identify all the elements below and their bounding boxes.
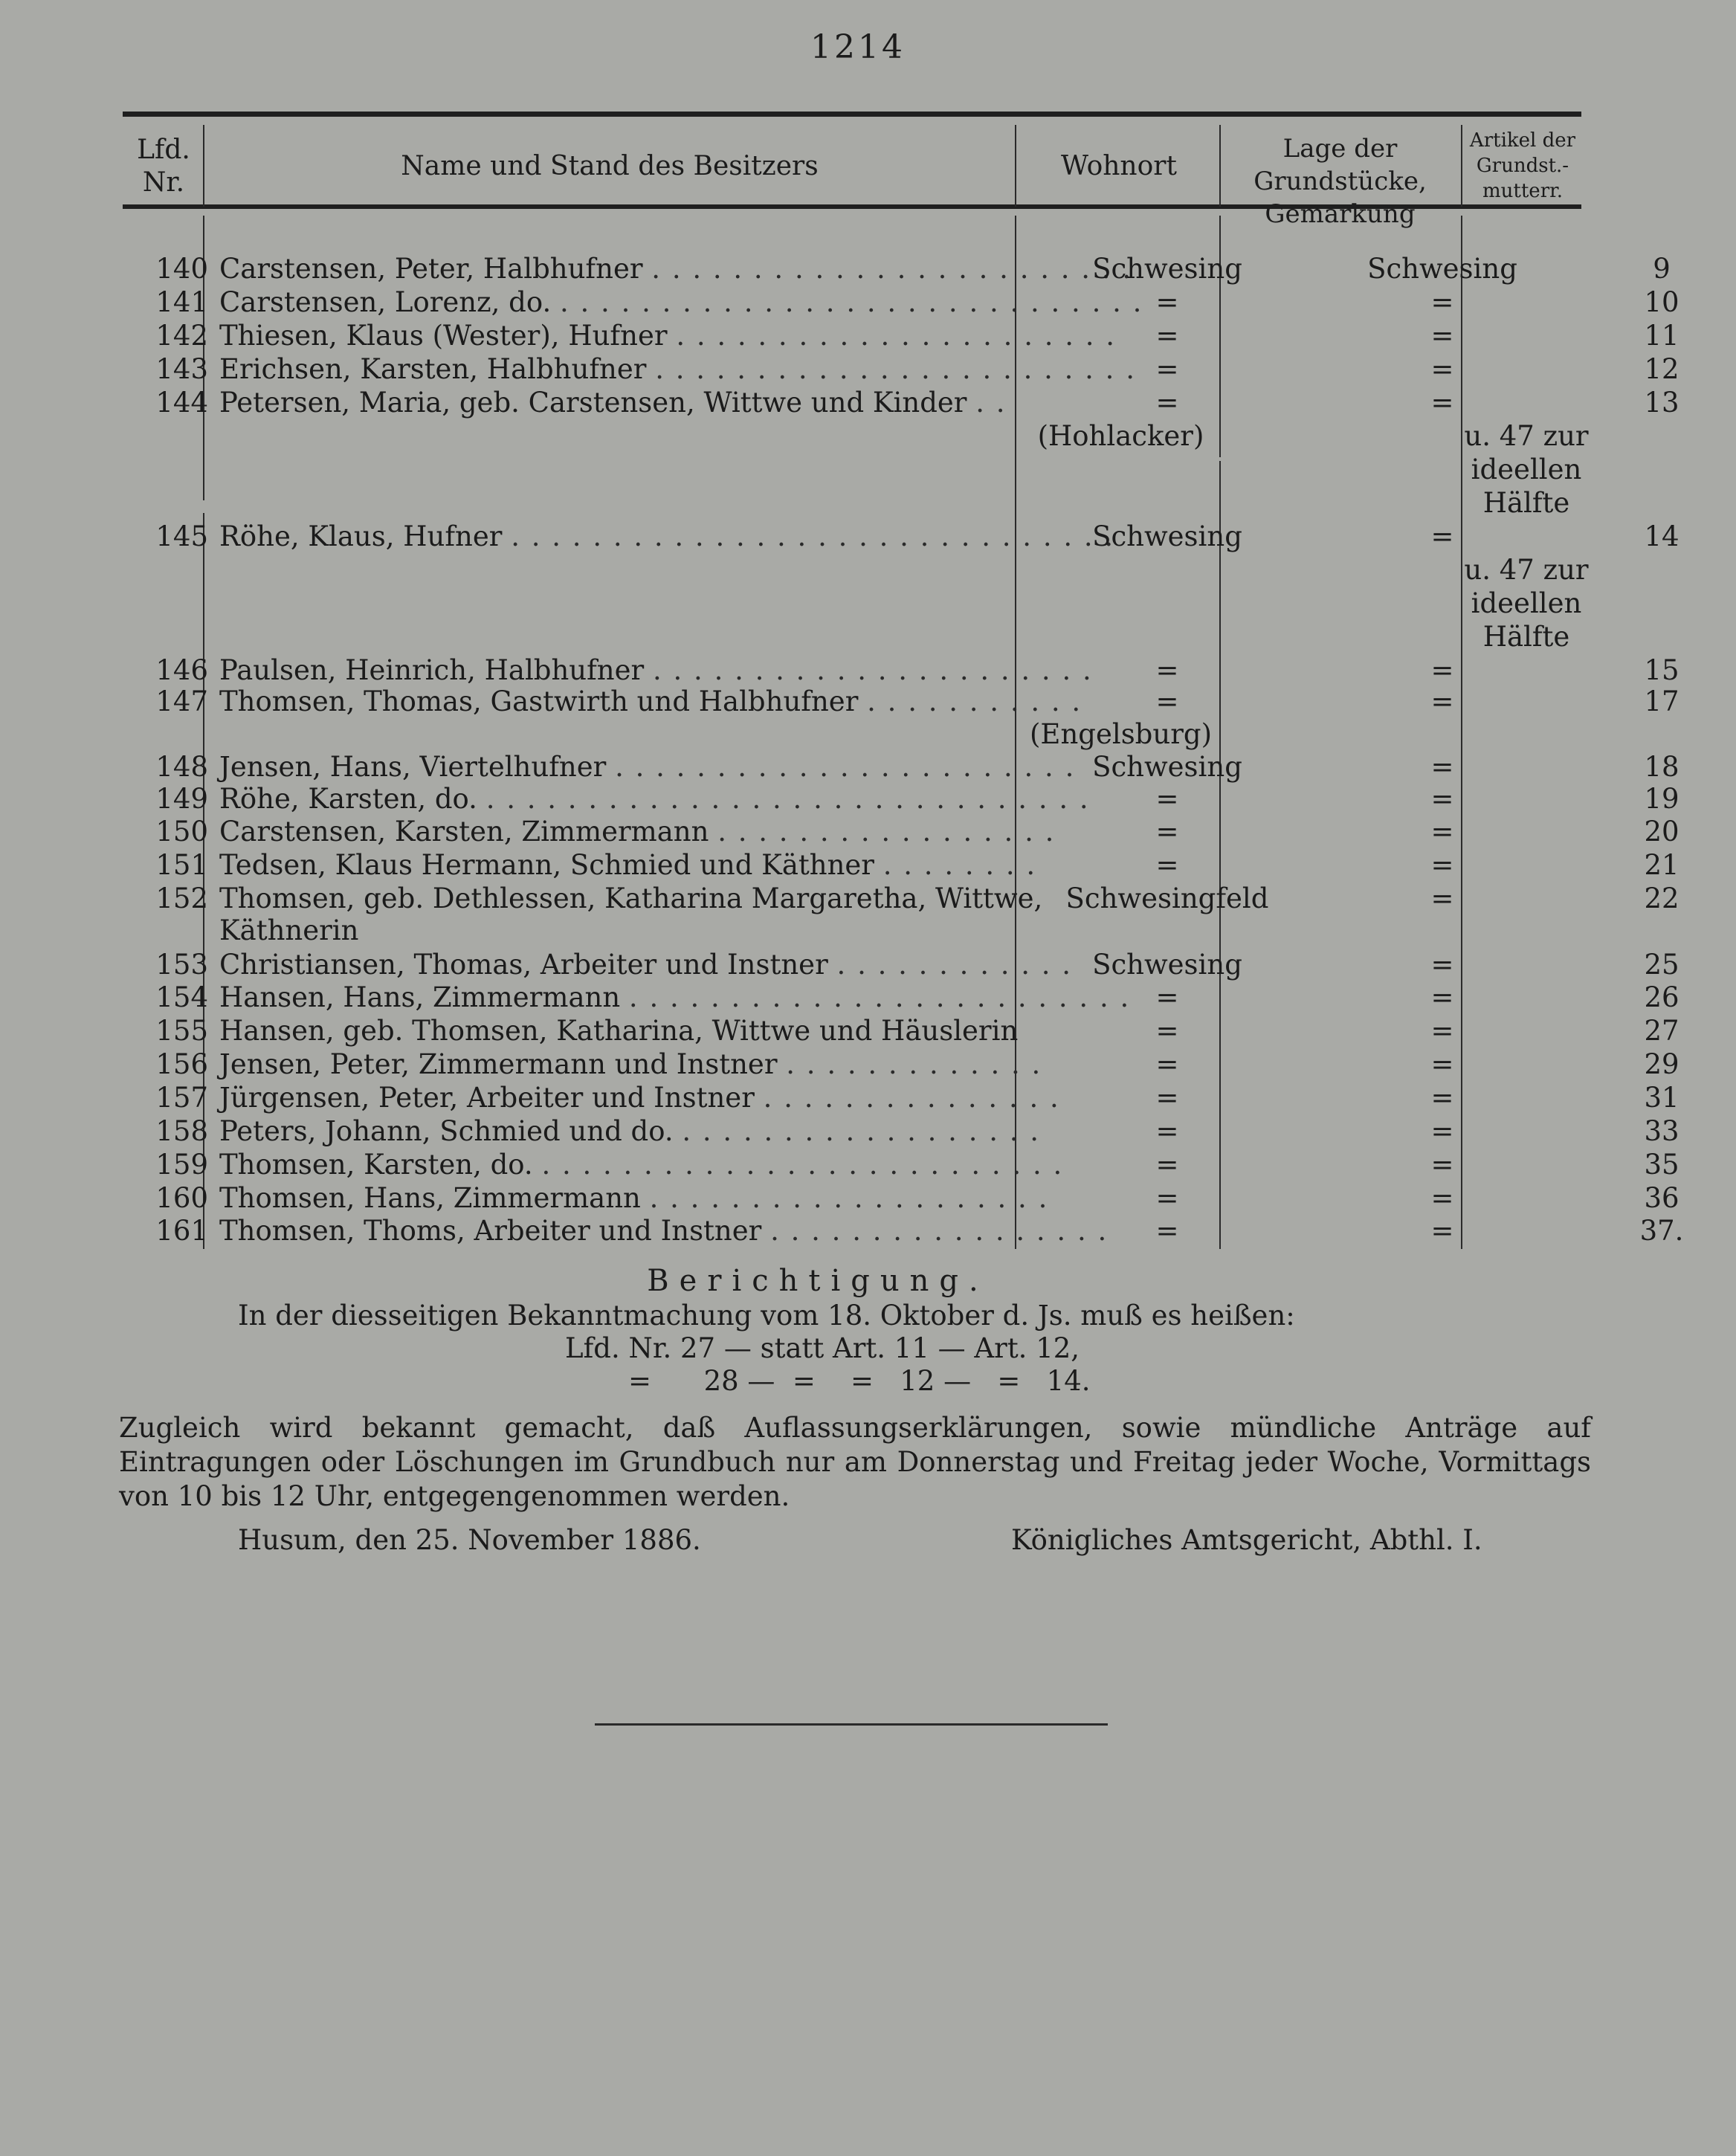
row-nr: 145	[155, 520, 208, 552]
header-artikel: Artikel der Grundst.-mutterr.	[1469, 129, 1576, 202]
row-lage: =	[1430, 1015, 1454, 1047]
row-nr: 156	[155, 1048, 208, 1080]
row-name: Jürgensen, Peter, Arbeiter und Instner . . . . . . . . . . . . . . .	[219, 1082, 1060, 1114]
table-row	[123, 1149, 1679, 1181]
row-lage: =	[1430, 751, 1454, 783]
row-artikel: 33	[1644, 1115, 1679, 1147]
row-artikel: 9	[1653, 253, 1671, 285]
row-name: Röhe, Klaus, Hufner . . . . . . . . . . . . . . . . . . . . . . . . . . . . . .	[219, 520, 1115, 552]
berichtigung-line-2: Lfd. Nr. 27 — statt Art. 11 — Art. 12,	[565, 1332, 1080, 1364]
row-wohnort: =	[1155, 1182, 1179, 1214]
berichtigung-line-1: In der diesseitigen Bekanntmachung vom 18. Oktober d. Js. muß es heißen:	[238, 1300, 1295, 1332]
row-lage: =	[1430, 882, 1454, 914]
row-artikel: 29	[1644, 1048, 1679, 1080]
row-nr: 153	[155, 949, 208, 981]
column-line	[1219, 125, 1221, 207]
row-lage: =	[1430, 949, 1454, 981]
row-lage: =	[1430, 816, 1454, 848]
table-row	[123, 882, 1679, 915]
header-name: Name und Stand des Besitzers	[401, 151, 819, 181]
row-name: Thomsen, Karsten, do. . . . . . . . . . . . . . . . . . . . . . . . . . .	[219, 1149, 1064, 1181]
row-nr: 144	[155, 387, 208, 419]
row-name: Thomsen, Hans, Zimmermann . . . . . . . . . . . . . . . . . . . .	[219, 1182, 1049, 1214]
row-artikel: 10	[1644, 286, 1679, 318]
row-name: Jensen, Peter, Zimmermann und Instner . . . . . . . . . . . . .	[219, 1048, 1042, 1080]
column-line	[1461, 125, 1462, 207]
closing-rule	[595, 1723, 1108, 1726]
row-artikel: 31	[1644, 1082, 1679, 1114]
row-lage: =	[1430, 1115, 1454, 1147]
table-row	[123, 286, 1679, 319]
row-artikel: 35	[1644, 1149, 1679, 1181]
berichtigung-title: Berichtigung.	[647, 1264, 989, 1298]
row-name: Röhe, Karsten, do. . . . . . . . . . . . . . . . . . . . . . . . . . . . . . .	[219, 783, 1090, 815]
page-number: 1214	[810, 28, 906, 66]
row-artikel: 25	[1644, 949, 1679, 981]
artikel-note: ideellen	[1471, 587, 1582, 619]
row-name: Christiansen, Thomas, Arbeiter und Instner . . . . . . . . . . . .	[219, 949, 1073, 981]
row-name: Hansen, Hans, Zimmermann . . . . . . . . . . . . . . . . . . . . . . . . .	[219, 981, 1131, 1013]
row-artikel: 14	[1644, 520, 1679, 552]
row-nr: 143	[155, 353, 208, 385]
row-wohnort: =	[1155, 849, 1179, 881]
row-lage: =	[1430, 286, 1454, 318]
place-date: Husum, den 25. November 1886.	[238, 1524, 701, 1556]
announcement-paragraph: Zugleich wird bekannt gemacht, daß Auflassungserklärungen, sowie mündliche Anträge auf Eintragungen oder Löschungen im Grundbuch nur am Donnerstag und Freitag jeder Woche, Vormittags von 10 bis 12 Uhr, entgegengenommen werden.	[119, 1412, 1591, 1512]
table-row	[123, 1082, 1679, 1114]
row-name: Paulsen, Heinrich, Halbhufner . . . . . . . . . . . . . . . . . . . . . .	[219, 654, 1093, 686]
authority-signature: Königliches Amtsgericht, Abthl. I.	[1011, 1524, 1482, 1556]
row-artikel: 22	[1644, 882, 1679, 914]
row-nr: 142	[155, 320, 208, 352]
row-nr: 159	[155, 1149, 208, 1181]
row-nr: 154	[155, 981, 208, 1013]
table-row	[123, 1182, 1679, 1215]
row-lage: =	[1430, 520, 1454, 552]
row-artikel: 15	[1644, 654, 1679, 686]
row-wohnort: =	[1155, 387, 1179, 419]
row-wohnort: =	[1155, 1215, 1179, 1247]
row-wohnort: =	[1155, 654, 1179, 686]
row-wohnort: =	[1155, 783, 1179, 815]
berichtigung-line-3: = 28 — = = 12 — = 14.	[628, 1365, 1091, 1397]
row-name: Hansen, geb. Thomsen, Katharina, Wittwe und Häuslerin	[219, 1015, 1019, 1047]
row-wohnort: =	[1155, 1048, 1179, 1080]
table-row	[123, 1215, 1684, 1248]
row-artikel: 18	[1644, 751, 1679, 783]
row-wohnort: Schwesing	[1092, 520, 1242, 552]
row-lage: =	[1430, 1048, 1454, 1080]
row-artikel: 13	[1644, 387, 1679, 419]
row-nr: 158	[155, 1115, 208, 1147]
table-row	[123, 685, 1679, 718]
row-wohnort: =	[1155, 286, 1179, 318]
row-wohnort: =	[1155, 685, 1179, 717]
row-nr: 141	[155, 286, 208, 318]
row-wohnort: Schwesingfeld	[1065, 882, 1269, 914]
kaethnerin-continuation: Käthnerin	[219, 914, 359, 946]
artikel-note: Hälfte	[1482, 621, 1570, 653]
row-wohnort: =	[1155, 1082, 1179, 1114]
row-artikel: 11	[1644, 320, 1679, 352]
row-nr: 149	[155, 783, 208, 815]
table-row	[123, 253, 1671, 285]
row-artikel: 17	[1644, 685, 1679, 717]
row-wohnort: =	[1155, 320, 1179, 352]
row-lage: =	[1430, 387, 1454, 419]
row-artikel: 27	[1644, 1015, 1679, 1047]
row-nr: 155	[155, 1015, 208, 1047]
row-lage: =	[1430, 1082, 1454, 1114]
row-nr: 147	[155, 685, 208, 717]
table-row	[123, 520, 1679, 553]
table-row	[123, 1115, 1679, 1148]
table-row	[123, 783, 1679, 816]
row-nr: 161	[155, 1215, 208, 1247]
row-artikel: 26	[1644, 981, 1679, 1013]
row-wohnort: =	[1155, 1149, 1179, 1181]
row-wohnort: =	[1155, 1015, 1179, 1047]
table-row	[123, 751, 1679, 784]
row-name: Tedsen, Klaus Hermann, Schmied und Käthner . . . . . . . .	[219, 849, 1037, 881]
row-lage: =	[1430, 1215, 1454, 1247]
row-wohnort: =	[1155, 816, 1179, 848]
table-row	[123, 1048, 1679, 1081]
row-wohnort: Schwesing	[1092, 751, 1242, 783]
row-name: Erichsen, Karsten, Halbhufner . . . . . . . . . . . . . . . . . . . . . . . .	[219, 353, 1136, 385]
row-name: Carstensen, Karsten, Zimmermann . . . . . . . . . . . . . . . . .	[219, 816, 1056, 848]
table-row	[123, 949, 1679, 981]
column-line	[203, 125, 204, 207]
row-nr: 150	[155, 816, 208, 848]
row-lage: =	[1430, 320, 1454, 352]
artikel-note: ideellen	[1471, 454, 1582, 485]
header-lfd-nr: Lfd. Nr.	[137, 135, 190, 198]
row-artikel: 20	[1644, 816, 1679, 848]
row-name: Carstensen, Peter, Halbhufner . . . . . . . . . . . . . . . . . . . . . . . .	[219, 253, 1133, 285]
row-lage: =	[1430, 981, 1454, 1013]
row-nr: 151	[155, 849, 208, 881]
table-row	[123, 353, 1679, 386]
row-lage: Schwesing	[1367, 253, 1517, 285]
row-lage: =	[1430, 783, 1454, 815]
row-name: Peters, Johann, Schmied und do. . . . . . . . . . . . . . . . . . .	[219, 1115, 1041, 1147]
row-wohnort: Schwesing	[1092, 949, 1242, 981]
row-artikel: 21	[1644, 849, 1679, 881]
table-row	[123, 1015, 1679, 1048]
row-lage: =	[1430, 353, 1454, 385]
row-lage: =	[1430, 1182, 1454, 1214]
row-lage: =	[1430, 849, 1454, 881]
artikel-note: u. 47 zur	[1464, 554, 1589, 586]
table-row	[123, 849, 1679, 882]
row-name: Jensen, Hans, Viertelhufner . . . . . . . . . . . . . . . . . . . . . . .	[219, 751, 1076, 783]
row-name: Thomsen, Thoms, Arbeiter und Instner . . . . . . . . . . . . . . . . .	[219, 1215, 1109, 1247]
row-nr: 146	[155, 654, 208, 686]
row-name: Petersen, Maria, geb. Carstensen, Wittwe und Kinder . .	[219, 387, 1007, 419]
row-name: Thomsen, geb. Dethlessen, Katharina Margaretha, Wittwe,	[219, 882, 1043, 914]
row-lage: =	[1430, 654, 1454, 686]
row-lage: =	[1430, 1149, 1454, 1181]
row-artikel: 19	[1644, 783, 1679, 815]
table-row	[123, 981, 1679, 1014]
row-nr: 152	[155, 882, 208, 914]
table-row	[123, 387, 1679, 419]
row-wohnort: =	[1155, 1115, 1179, 1147]
header-lage: Lage der Grundstücke, Gemarkung	[1253, 134, 1427, 229]
table-row	[123, 320, 1679, 352]
row-nr: 140	[155, 253, 208, 285]
row-artikel: 12	[1644, 353, 1679, 385]
table-header-rule	[123, 204, 1581, 209]
row-artikel: 36	[1644, 1182, 1679, 1214]
artikel-note: u. 47 zur	[1464, 420, 1589, 452]
row-wohnort: Schwesing	[1092, 253, 1242, 285]
header-wohnort: Wohnort	[1061, 151, 1177, 181]
row-wohnort: =	[1155, 981, 1179, 1013]
row-nr: 160	[155, 1182, 208, 1214]
row-name: Thomsen, Thomas, Gastwirth und Halbhufner . . . . . . . . . . .	[219, 685, 1082, 717]
row-wohnort: =	[1155, 353, 1179, 385]
row-name: Thiesen, Klaus (Wester), Hufner . . . . . . . . . . . . . . . . . . . . . .	[219, 320, 1117, 352]
table-row	[123, 654, 1679, 687]
table-row	[123, 816, 1679, 848]
hohlacker-note: (Hohlacker)	[1037, 420, 1204, 452]
artikel-note: Hälfte	[1482, 487, 1570, 519]
engelsburg-note: (Engelsburg)	[1030, 718, 1212, 750]
row-artikel: 37.	[1639, 1215, 1684, 1247]
table-top-rule	[123, 112, 1581, 117]
row-lage: =	[1430, 685, 1454, 717]
column-line	[1015, 125, 1016, 207]
row-nr: 157	[155, 1082, 208, 1114]
row-nr: 148	[155, 751, 208, 783]
row-name: Carstensen, Lorenz, do. . . . . . . . . . . . . . . . . . . . . . . . . . . . . .	[219, 286, 1143, 318]
